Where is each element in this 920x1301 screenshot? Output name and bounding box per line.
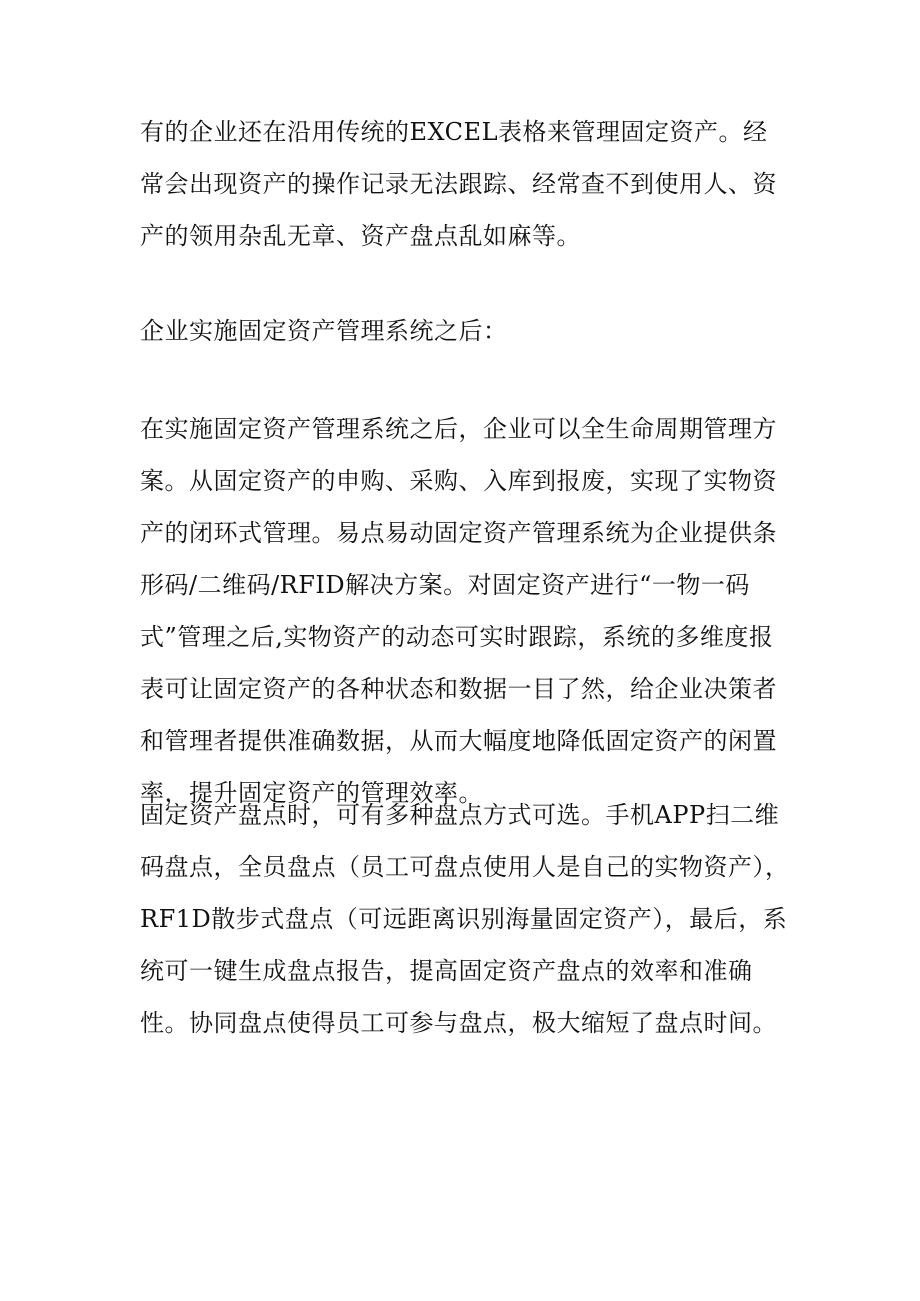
paragraph-inventory-methods: 固定资产盘点时，可有多种盘点方式可选。手机APP扫二维码盘点，全员盘点（员工可盘点使用人是自己的实物资产），RF1D散步式盘点（可远距离识别海量固定资产），最后，系统可一键生成盘点报告，提高固定资产盘点的效率和准确性。协同盘点使得员工可参与盘点，极大缩短了盘点时间。 (140, 801, 790, 1037)
paragraph-heading-after-implementation: 企业实施固定资产管理系统之后： (140, 317, 508, 345)
paragraph-excel-problems: 有的企业还在沿用传统的EXCEL表格来管理固定资产。经常会出现资产的操作记录无法跟踪、经常查不到使用人、资产的领用杂乱无章、资产盘点乱如麻等。 (140, 118, 777, 250)
paragraph-lifecycle-management: 在实施固定资产管理系统之后，企业可以全生命周期管理方案。从固定资产的申购、采购、入库到报废，实现了实物资产的闭环式管理。易点易动固定资产管理系统为企业提供条形码/二维码/RFID解决方案。对固定资产进行“一物一码式”管理之后,实物资产的动态可实时跟踪，系统的多维度报表可让固定资产的各种状态和数据一目了然，给企业决策者和管理者提供准确数据，从而大幅度地降低固定资产的闲置率，提升固定资产的管理效率。 (140, 415, 777, 807)
